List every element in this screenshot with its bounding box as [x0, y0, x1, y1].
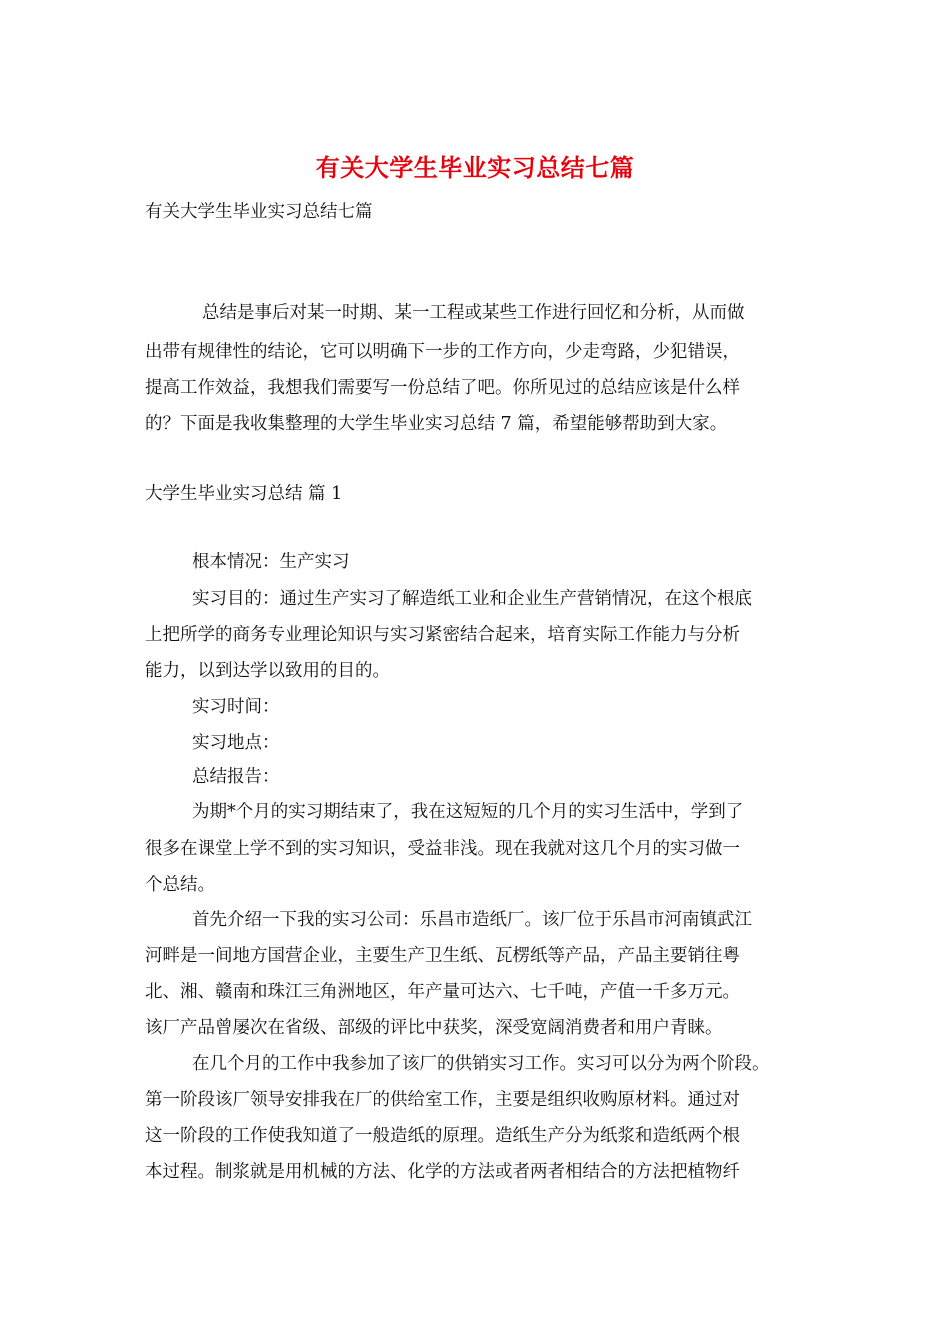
para2-line-1: 首先介绍一下我的实习公司：乐昌市造纸厂。该厂位于乐昌市河南镇武江: [192, 910, 752, 930]
purpose-line-1: 实习目的：通过生产实习了解造纸工业和企业生产营销情况，在这个根底: [192, 589, 752, 609]
document-title: 有关大学生毕业实习总结七篇: [315, 153, 635, 182]
para3-line-3: 这一阶段的工作使我知道了一般造纸的原理。造纸生产分为纸浆和造纸两个根: [145, 1126, 740, 1146]
intro-line-3: 提高工作效益，我想我们需要写一份总结了吧。你所见过的总结应该是什么样: [145, 378, 740, 398]
para3-line-1: 在几个月的工作中我参加了该厂的供销实习工作。实习可以分为两个阶段。: [192, 1054, 770, 1074]
intro-line-4: 的？下面是我收集整理的大学生毕业实习总结 7 篇，希望能够帮助到大家。: [145, 414, 728, 434]
intro-line-2: 出带有规律性的结论，它可以明确下一步的工作方向，少走弯路，少犯错误，: [145, 342, 740, 362]
intro-line-1: 总结是事后对某一时期、某一工程或某些工作进行回忆和分析，从而做: [202, 303, 745, 323]
para1-line-2: 很多在课堂上学不到的实习知识，受益非浅。现在我就对这几个月的实习做一: [145, 839, 740, 859]
para2-line-2: 河畔是一间地方国营企业，主要生产卫生纸、瓦楞纸等产品，产品主要销往粤: [145, 946, 740, 966]
para2-line-3: 北、湘、赣南和珠江三角洲地区，年产量可达六、七千吨，产值一千多万元。: [145, 982, 740, 1002]
place-label: 实习地点：: [192, 733, 280, 753]
basic-info: 根本情况：生产实习: [192, 552, 350, 572]
para2-line-4: 该厂产品曾屡次在省级、部级的评比中获奖，深受宽阔消费者和用户青睐。: [145, 1018, 723, 1038]
para1-line-3: 个总结。: [145, 875, 215, 895]
purpose-line-3: 能力，以到达学以致用的目的。: [145, 661, 390, 681]
para3-line-4: 本过程。制浆就是用机械的方法、化学的方法或者两者相结合的方法把植物纤: [145, 1162, 740, 1182]
section-heading: 大学生毕业实习总结 篇 1: [145, 484, 343, 504]
para1-line-1: 为期*个月的实习期结束了，我在这短短的几个月的实习生活中，学到了: [192, 802, 744, 822]
para3-line-2: 第一阶段该厂领导安排我在厂的供给室工作，主要是组织收购原材料。通过对: [145, 1090, 740, 1110]
time-label: 实习时间：: [192, 697, 280, 717]
purpose-line-2: 上把所学的商务专业理论知识与实习紧密结合起来，培育实际工作能力与分析: [145, 625, 740, 645]
report-label: 总结报告：: [192, 767, 280, 787]
document-subtitle: 有关大学生毕业实习总结七篇: [145, 202, 373, 222]
